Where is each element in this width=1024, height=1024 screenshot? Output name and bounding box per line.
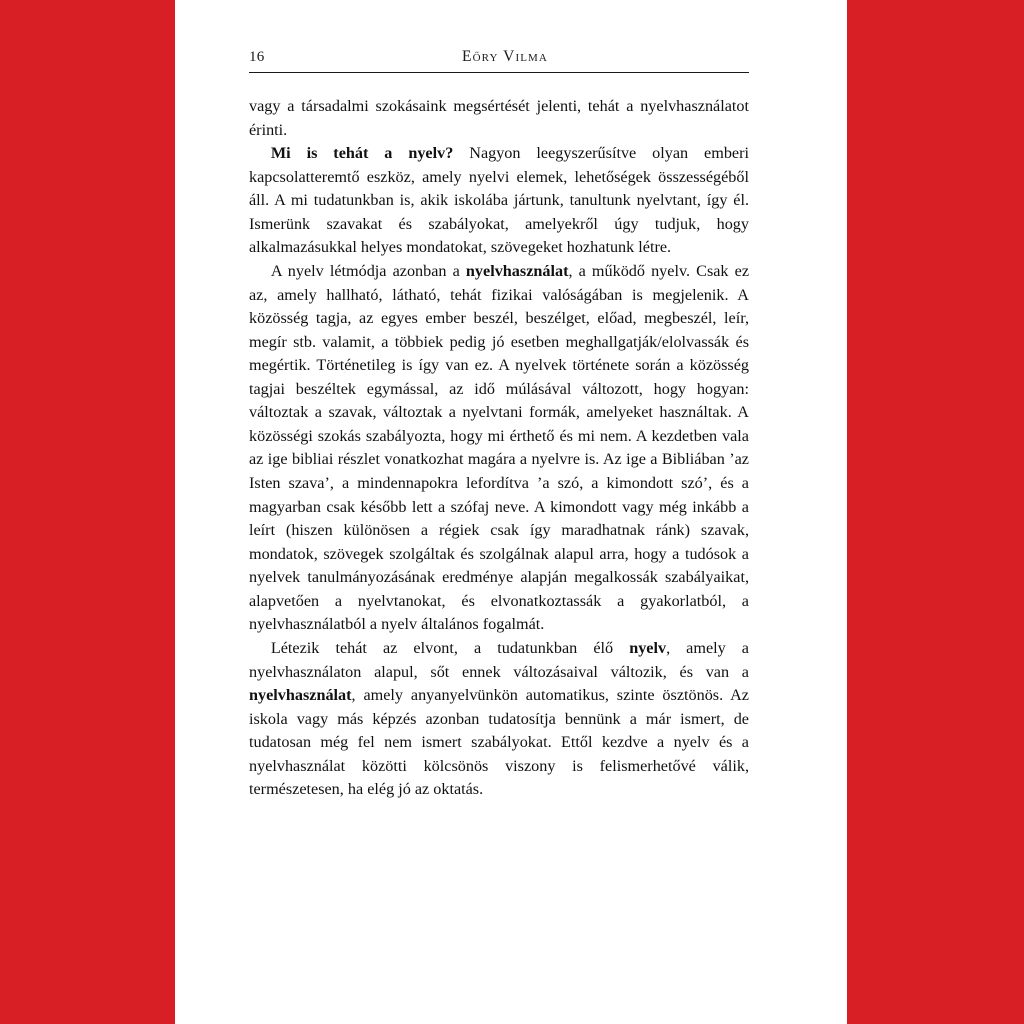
paragraph: [249, 637, 749, 802]
emphasis-run: nyelvhasználat: [465, 261, 569, 280]
running-head: [249, 48, 749, 73]
emphasis-run: nyelvhasználat: [249, 686, 352, 705]
page-number: 16: [249, 49, 265, 65]
emphasis-run: nyelv: [629, 638, 667, 657]
text-run: Nagyon leegyszerűsítve olyan emberi kapcsolatteremtő eszköz, amely nyelvi elemek, lehetőségek összességéből áll. A mi tudatunkban is, akik iskolába jártunk, tanultunk nyelvtant, így él. Ismerünk szavakat és szabályokat, amelyekről úgy tudjuk, hogy alkalmazásukkal helyes mondatokat, szövegeket hozhatunk létre.: [249, 144, 749, 257]
text-run: A nyelv létmódja azonban a: [270, 261, 466, 280]
emphasis-run: Mi is tehát a nyelv?: [270, 144, 454, 163]
book-page: [175, 0, 847, 1024]
text-run: , amely a nyelvhasználaton alapul, sőt ennek változásaival változik, és van a: [249, 638, 749, 681]
text-run: vagy a társadalmi szokásaink megsértését jelenti, tehát a nyelvhasználatot érinti.: [249, 97, 749, 139]
text-run: , a működő nyelv. Csak ez az, amely hallható, látható, tehát fizikai valóságában is megjelenik. A közösség tagja, az egyes ember beszél, beszélget, előad, megbeszél, leír, megír stb. valamit, a többiek pedig jó esetben meghallgatják/elolvassák és megértik. Történetileg is így van ez. A nyelvek története során a közösség tagjai beszéltek egymással, az idő múlásával változott, hogy hogyan: változtak a szavak, változtak a nyelvtani formák, amelyeket használtak. A közösségi szokás szabályozta, hogy mi érthető és mi nem. A kezdetben vala az ige bibliai részlet vonatkozhat magára a nyelvre is. Az ige a Bibliában ’az Isten szava’, a mindennapokra lefordítva ’a szó, a kimondott szó’, és a magyarban csak később lett a szófaj neve. A kimondott vagy még inkább a leírt (hiszen különösen a régiek csak így maradhatnak ránk) szavak, mondatok, szövegek szolgáltak és szolgálnak alapul arra, hogy a tudósok a nyelvek tanulmányozásának eredménye alapján megalkossák szabályaikat, alapvetően a nyelvtanokat, és elvonatkoztassák a gyakorlatból, a nyelvhasználatból a nyelv általános fogalmát.: [249, 261, 750, 634]
body-text: [249, 95, 749, 802]
paragraph: [249, 142, 749, 260]
page-bottom-margin: [249, 802, 749, 962]
running-head-title: Eőry Vilma: [462, 48, 548, 65]
paragraph: [249, 260, 749, 637]
text-run: Létezik tehát az elvont, a tudatunkban élő: [270, 638, 630, 657]
text-run: , amely anyanyelvünkön automatikus, szinte ösztönös. Az iskola vagy más képzés azonban tudatosítja bennünk a már ismert, de tudatosan még fel nem ismert szabályokat. Ettől kezdve a nyelv és a nyelvhasználat közötti kölcsönös viszony is felismerhetővé válik, természetesen, ha elég jó az oktatás.: [249, 686, 749, 799]
paragraph: [249, 95, 749, 142]
page-content-area: [249, 48, 749, 962]
